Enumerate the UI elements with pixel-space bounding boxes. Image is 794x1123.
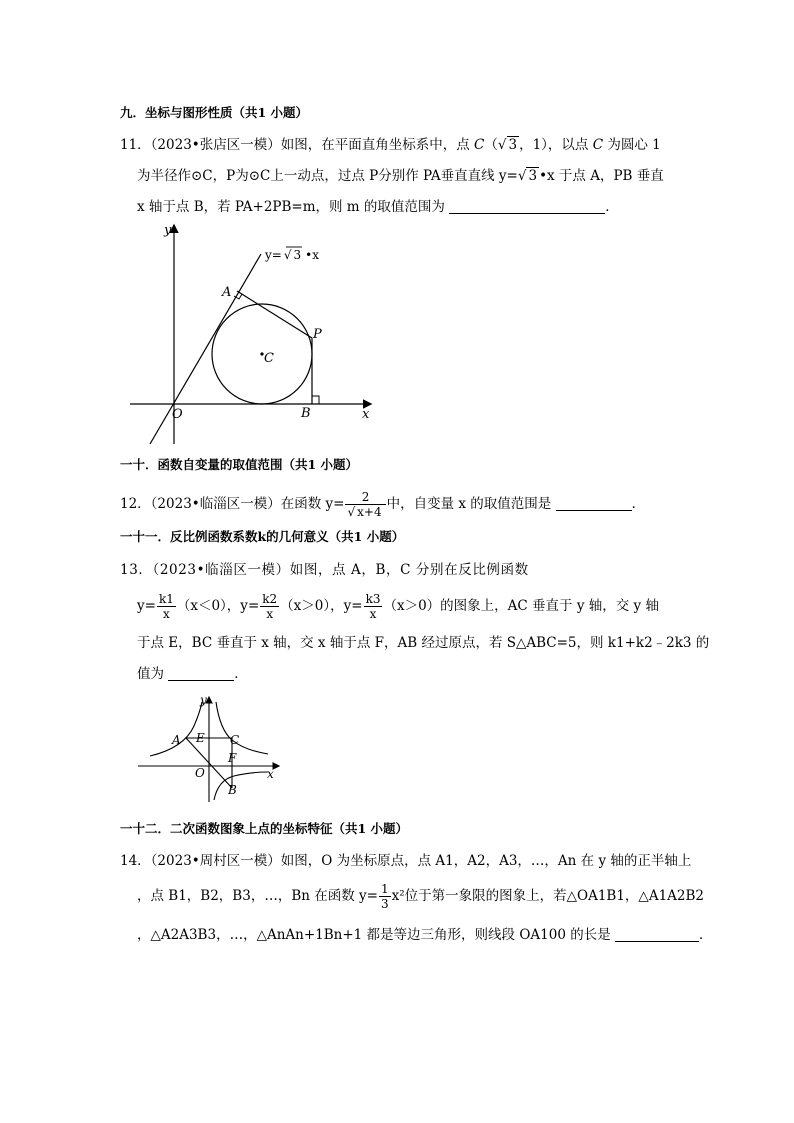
q13-label-c: C [230,733,240,747]
q13-end: ． [234,666,248,682]
q12-line [120,490,645,519]
q13-cond-3: （x＞0）的图象上，AC 垂直于 y 轴，交 y 轴 [383,598,659,614]
q11-answer-blank[interactable] [449,199,605,214]
q12-fraction-num: 2 [345,490,385,505]
section-10-heading: 一十．函数自变量的取值范围（共1 小题） [120,457,359,472]
q14-line-3 [137,926,713,944]
q13-frac-3-num: k3 [365,592,381,606]
q11-text-c: （ [484,137,498,153]
q12-answer-blank[interactable] [556,496,632,511]
q13-answer-blank[interactable] [168,666,234,681]
q11-text-p2: 为半径作⊙C，P为⊙C上一动点，过点 P分别作 PA垂直直线 y= [137,168,518,184]
q11-line-label-b: 3 [293,248,302,262]
q12-fraction [345,490,385,519]
q11-sqrt-3: 3 [508,137,518,153]
q13-frac-3 [364,592,383,621]
q11-text-e: ，1），以点 [519,137,593,153]
q11-line-y-sqrt3x [150,254,261,444]
q14-answer-blank[interactable] [615,927,699,942]
section-9-heading: 九．坐标与图形性质（共1 小题） [120,105,309,120]
q11-label-c: C [264,351,274,366]
q11-right-angle-b [312,396,319,404]
q11-text-p2c: •x 于点 A，PB 垂直 [539,168,664,184]
q13-label-f: F [228,751,237,765]
q11-line-3 [137,198,619,216]
q13-l4: 值为 [137,666,164,682]
q14-frac [379,882,391,911]
q13-line-4 [137,665,248,683]
q13-frac-3-den: x [369,607,377,621]
q13-label-y: y [200,693,207,707]
q14-l3: ，△A2A3B3，…，△AnAn+1Bn+1 都是等边三角形，则线段 OA100 的长是 [137,927,611,943]
q11-text-a: 11．（2023•张店区一模）如图，在平面直角坐标系中，点 [120,137,475,153]
q11-point-c: C [474,137,485,153]
q14-line-2 [137,882,704,911]
q12-tail: 中，自变量 x 的取值范围是 [386,496,552,512]
q14-l2b: x²位于第一象限的图象上，若△OA1B1，△A1A2B2 [391,888,705,904]
q13-line-2: y= $\frac{k1}{x}$ （x＜0），y= $\frac{k2}{x}$ （x＞0），y= $\frac{k3}{x}$ （x＞0）的图象上，AC 垂直于 y 轴，交 y 轴 [137,592,659,621]
q13-frac-1-num: k1 [158,592,174,606]
q14-line-1: 14．（2023•周村区一模）如图，O 为坐标原点，点 A1，A2，A3，…，An 在 y 轴的正半轴上 [120,853,692,869]
q13-line-1: 13．（2023•临淄区一模）如图，点 A，B，C 分别在反比例函数 [120,562,529,578]
q14-l2a: ，点 B1，B2，B3，…，Bn 在函数 y= [137,888,378,904]
q13-cond-2: （x＞0），y= [280,598,363,614]
q11-label-y: y [164,223,172,238]
q11-figure [130,218,380,448]
q13-label-o: O [195,766,205,780]
q11-end: ． [605,199,619,215]
q13-frac-1 [157,592,176,621]
q11-line-label [264,248,319,262]
q14-end: ． [699,927,713,943]
q11-line-label-a: y= [265,248,282,262]
q13-line-3: 于点 E，BC 垂直于 x 轴，交 x 轴于点 F，AB 经过原点，若 S△ABC=5，则 k1+k2﹣2k3 的 [137,635,710,651]
q13-label-x: x [267,767,274,781]
q11-label-b: B [301,406,311,421]
q11-label-p: P [313,327,322,342]
q11-text-g: 为圆心 1 [603,137,661,153]
q11-line-2: 为半径作⊙C，P为⊙C上一动点，过点 P分别作 PA垂直直线 y=√ 3 •x 于点 A，PB 垂直 [137,168,664,184]
q13-frac-2 [260,592,279,621]
q11-sqrt-3b: 3 [528,168,538,184]
q13-cond-1: （x＜0），y= [176,598,260,614]
q13-figure [136,692,284,806]
q11-line-label-c: •x [305,248,319,262]
q11-label-a: A [222,285,232,300]
section-12-heading: 一十二．二次函数图象上点的坐标特征（共1 小题） [120,821,409,836]
q13-frac-1-den: x [163,607,170,621]
q13-label-b: B [228,783,237,797]
q11-label-x: x [362,407,370,422]
q13-curve-k1 [150,702,202,756]
q11-label-o: O [172,407,183,422]
q13-label-a: A [172,733,181,747]
q12-end: ． [631,496,646,512]
q11-text-p3: x 轴于点 B，若 PA+2PB=m，则 m 的取值范围为 [137,199,445,215]
q11-segment-pa [237,291,312,338]
q12-text: 12．（2023•临淄区一模）在函数 y= [120,496,345,512]
section-11-heading: 一十一．反比例函数系数k的几何意义（共1 小题） [120,529,405,544]
q11-line-label-sqrt: √ [283,248,292,262]
q13-curve-k3 [216,702,268,754]
q12-fraction-den-wrap: √ x+4 [347,505,382,519]
q13-curve-k2 [214,772,268,800]
q13-label-e: E [196,731,205,745]
q14-frac-den: 3 [380,897,389,911]
q13-frac-2-den: x [266,607,274,621]
q14-frac-num: 1 [380,882,389,896]
q12-fraction-den: x+4 [357,505,382,519]
q11-line-1: 11．（2023•张店区一模）如图，在平面直角坐标系中，点 C（√ 3 ，1），以点 C 为圆心 1 [120,137,661,153]
q13-frac-2-num: k2 [262,592,278,606]
q11-point-c2: C [592,137,604,153]
